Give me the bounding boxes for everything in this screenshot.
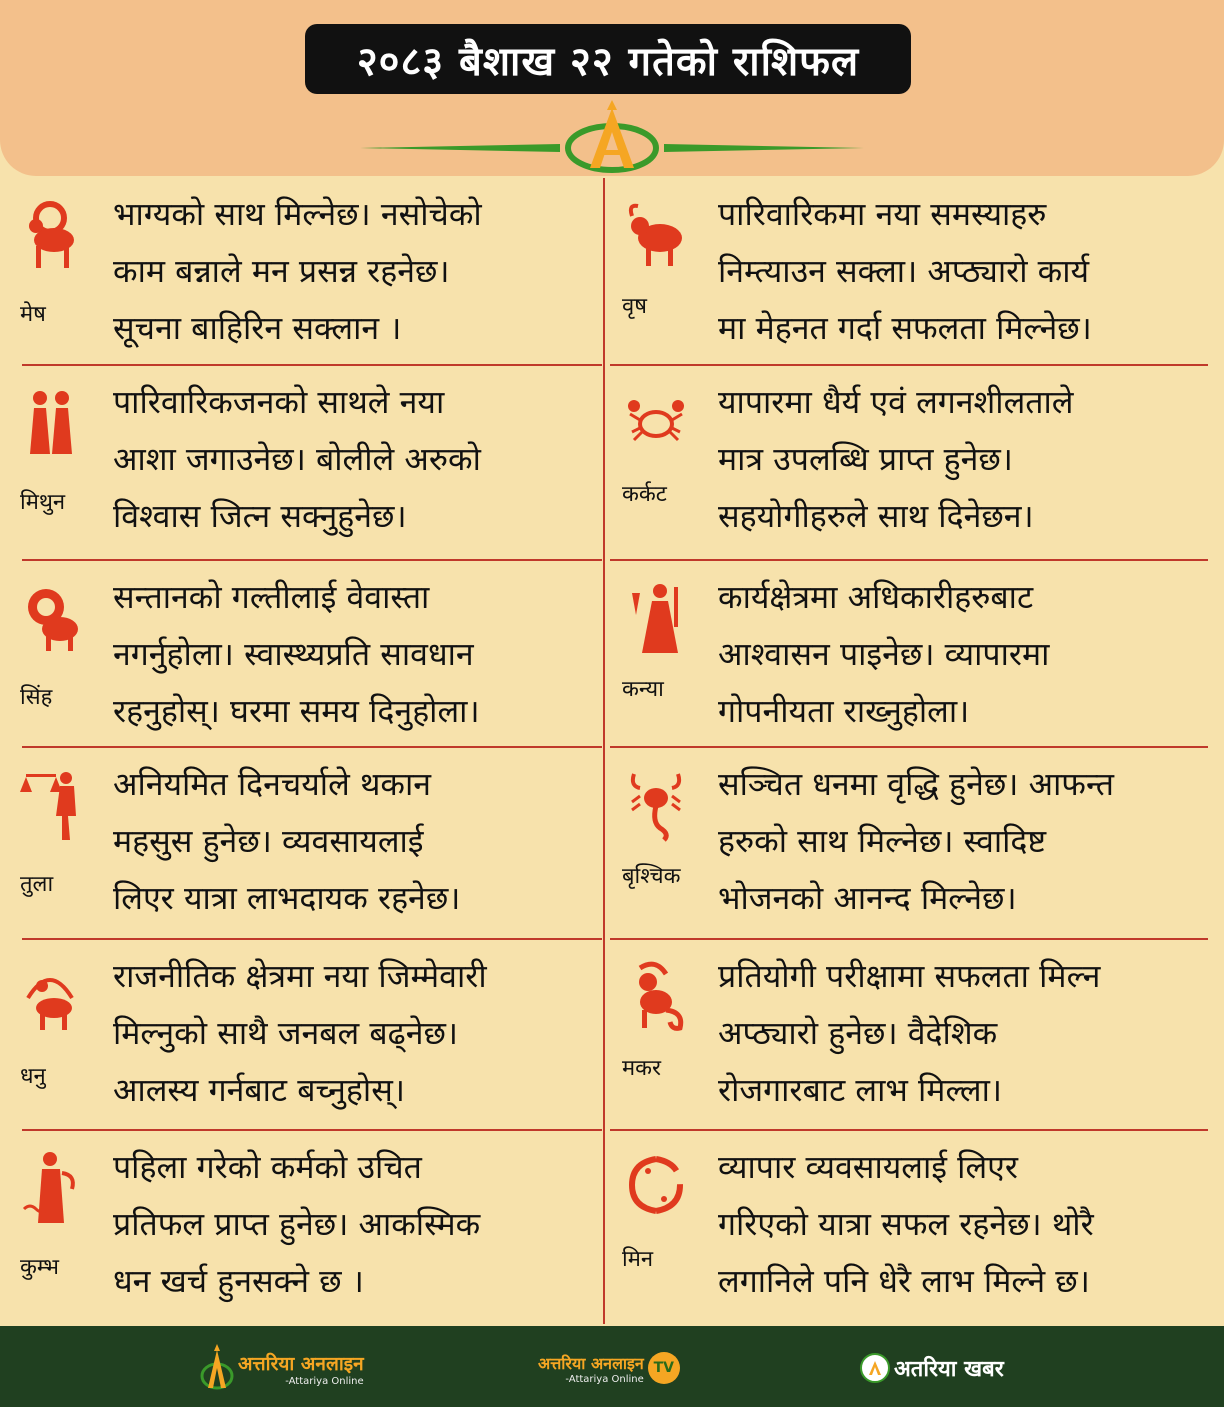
sign-name: कुम्भ: [20, 1255, 59, 1280]
horoscope-line: भाग्यको साथ मिल्नेछ। नसोचेको: [113, 195, 482, 233]
sign-name: धनु: [20, 1064, 46, 1089]
scorpion-icon: [626, 766, 686, 842]
sign-name: कर्कट: [622, 482, 667, 507]
row-divider: [22, 938, 602, 940]
horoscope-line: मिल्नुको साथै जनबल बढ्नेछ।: [113, 1014, 459, 1052]
sign-name: मिन: [622, 1247, 654, 1272]
water-bearer-icon: [20, 1149, 80, 1225]
horoscope-line: मा मेहनत गर्दा सफलता मिल्नेछ।: [718, 309, 1092, 347]
row-divider: [610, 559, 1208, 561]
horoscope-line: हरुको साथ मिल्नेछ। स्वादिष्ट: [718, 822, 1047, 860]
crab-icon: [626, 384, 686, 460]
horoscope-line: रहनुहोस्। घरमा समय दिनुहोला।: [113, 692, 480, 730]
horoscope-line: प्रतिफल प्राप्त हुनेछ। आकस्मिक: [113, 1205, 481, 1243]
horoscope-line: राजनीतिक क्षेत्रमा नया जिम्मेवारी: [113, 957, 487, 995]
horoscope-line: काम बन्नाले मन प्रसन्न रहनेछ।: [113, 252, 450, 290]
footer-brand-1-sub: -Attariya Online: [285, 1375, 364, 1387]
horoscope-line: पारिवारिकजनको साथले नया: [113, 383, 445, 421]
horoscope-line: धन खर्च हुनसक्ने छ ।: [113, 1262, 364, 1300]
row-divider: [610, 1129, 1208, 1131]
footer-brand-1-name: अत्तरिया अनलाइन: [238, 1352, 364, 1375]
horoscope-line: लगानिले पनि धेरै लाभ मिल्ने छ।: [718, 1262, 1090, 1300]
horoscope-line: आश्वासन पाइनेछ। व्यापारमा: [718, 635, 1050, 673]
horoscope-line: पहिला गरेको कर्मको उचित: [113, 1148, 422, 1186]
footer-brand-2-name: अत्तरिया अनलाइन: [538, 1353, 644, 1373]
sign-name: मकर: [622, 1056, 662, 1081]
lion-icon: [20, 579, 80, 655]
sign-card: [0, 0, 604, 190]
sign-name: सिंह: [20, 685, 53, 710]
row-divider: [22, 1129, 602, 1131]
horoscope-line: प्रतियोगी परीक्षामा सफलता मिल्न: [718, 957, 1101, 995]
sign-name: मेष: [20, 302, 46, 327]
horoscope-line: व्यापार व्यवसायलाई लिएर: [718, 1148, 1018, 1186]
horoscope-line: गरिएको यात्रा सफल रहनेछ। थोरै: [718, 1205, 1094, 1243]
horoscope-line: सूचना बाहिरिन सक्लान ।: [113, 309, 402, 347]
sign-name: कन्या: [622, 677, 664, 702]
tv-badge-icon: [648, 1352, 680, 1384]
horoscope-line: निम्त्याउन सक्ला। अप्ठ्यारो कार्य: [718, 252, 1090, 290]
horoscope-line: पारिवारिकमा नया समस्याहरु: [718, 195, 1047, 233]
horoscope-line: आलस्य गर्नबाट बच्नुहोस्।: [113, 1071, 405, 1109]
ram-icon: [20, 196, 80, 272]
horoscope-line: महसुस हुनेछ। व्यवसायलाई: [113, 822, 424, 860]
horoscope-line: गोपनीयता राख्नुहोला।: [718, 692, 970, 730]
horoscope-line: रोजगारबाट लाभ मिल्ला।: [718, 1071, 1002, 1109]
horoscope-line: सञ्चित धनमा वृद्धि हुनेछ। आफन्त: [718, 765, 1115, 803]
row-divider: [22, 746, 602, 748]
column-divider: [603, 178, 605, 1324]
horoscope-line: अप्ठ्यारो हुनेछ। वैदेशिक: [718, 1014, 998, 1052]
sign-card: [606, 0, 1210, 190]
horoscope-line: विश्वास जित्न सक्नुहुनेछ।: [113, 497, 407, 535]
footer-brand-1[interactable]: [200, 1344, 364, 1392]
khabar-logo-icon: [860, 1353, 890, 1383]
sign-name: बृश्चिक: [622, 864, 681, 889]
footer-brand-2-sub: -Attariya Online: [565, 1373, 644, 1385]
footer-brand-3-name: अतरिया खबर: [894, 1357, 1004, 1382]
tv-badge-label: TV: [653, 1360, 674, 1376]
footer-bar: [0, 1326, 1224, 1407]
horoscope-line: यापारमा धैर्य एवं लगनशीलताले: [718, 383, 1074, 421]
horoscope-line: भोजनको आनन्द मिल्नेछ।: [718, 879, 1017, 917]
sign-name: तुला: [20, 872, 54, 897]
scales-icon: [20, 766, 80, 842]
footer-brand-2[interactable]: [538, 1344, 680, 1392]
row-divider: [610, 746, 1208, 748]
page-title: २०८३ बैशाख २२ गतेको राशिफल: [356, 38, 860, 85]
fish-icon: [626, 1149, 686, 1225]
archer-icon: [20, 958, 80, 1034]
sign-name: मिथुन: [20, 490, 66, 515]
horoscope-line: सन्तानको गल्तीलाई वेवास्ता: [113, 578, 430, 616]
twins-icon: [20, 384, 80, 460]
horoscope-line: सहयोगीहरुले साथ दिनेछन।: [718, 497, 1034, 535]
sign-name: वृष: [622, 294, 647, 319]
horoscope-line: कार्यक्षेत्रमा अधिकारीहरुबाट: [718, 578, 1034, 616]
horoscope-line: मात्र उपलब्धि प्राप्त हुनेछ।: [718, 440, 1013, 478]
horoscope-line: अनियमित दिनचर्याले थकान: [113, 765, 432, 803]
row-divider: [610, 364, 1208, 366]
horoscope-line: आशा जगाउनेछ। बोलीले अरुको: [113, 440, 481, 478]
row-divider: [22, 559, 602, 561]
row-divider: [22, 364, 602, 366]
footer-brand-3[interactable]: [860, 1344, 1004, 1392]
horoscope-line: लिएर यात्रा लाभदायक रहनेछ।: [113, 879, 461, 917]
goat-icon: [626, 958, 686, 1034]
row-divider: [610, 938, 1208, 940]
maiden-icon: [626, 579, 686, 655]
horoscope-line: नगर्नुहोला। स्वास्थ्यप्रति सावधान: [113, 635, 474, 673]
attariya-logo-icon: [200, 1344, 234, 1392]
bull-icon: [626, 196, 686, 272]
